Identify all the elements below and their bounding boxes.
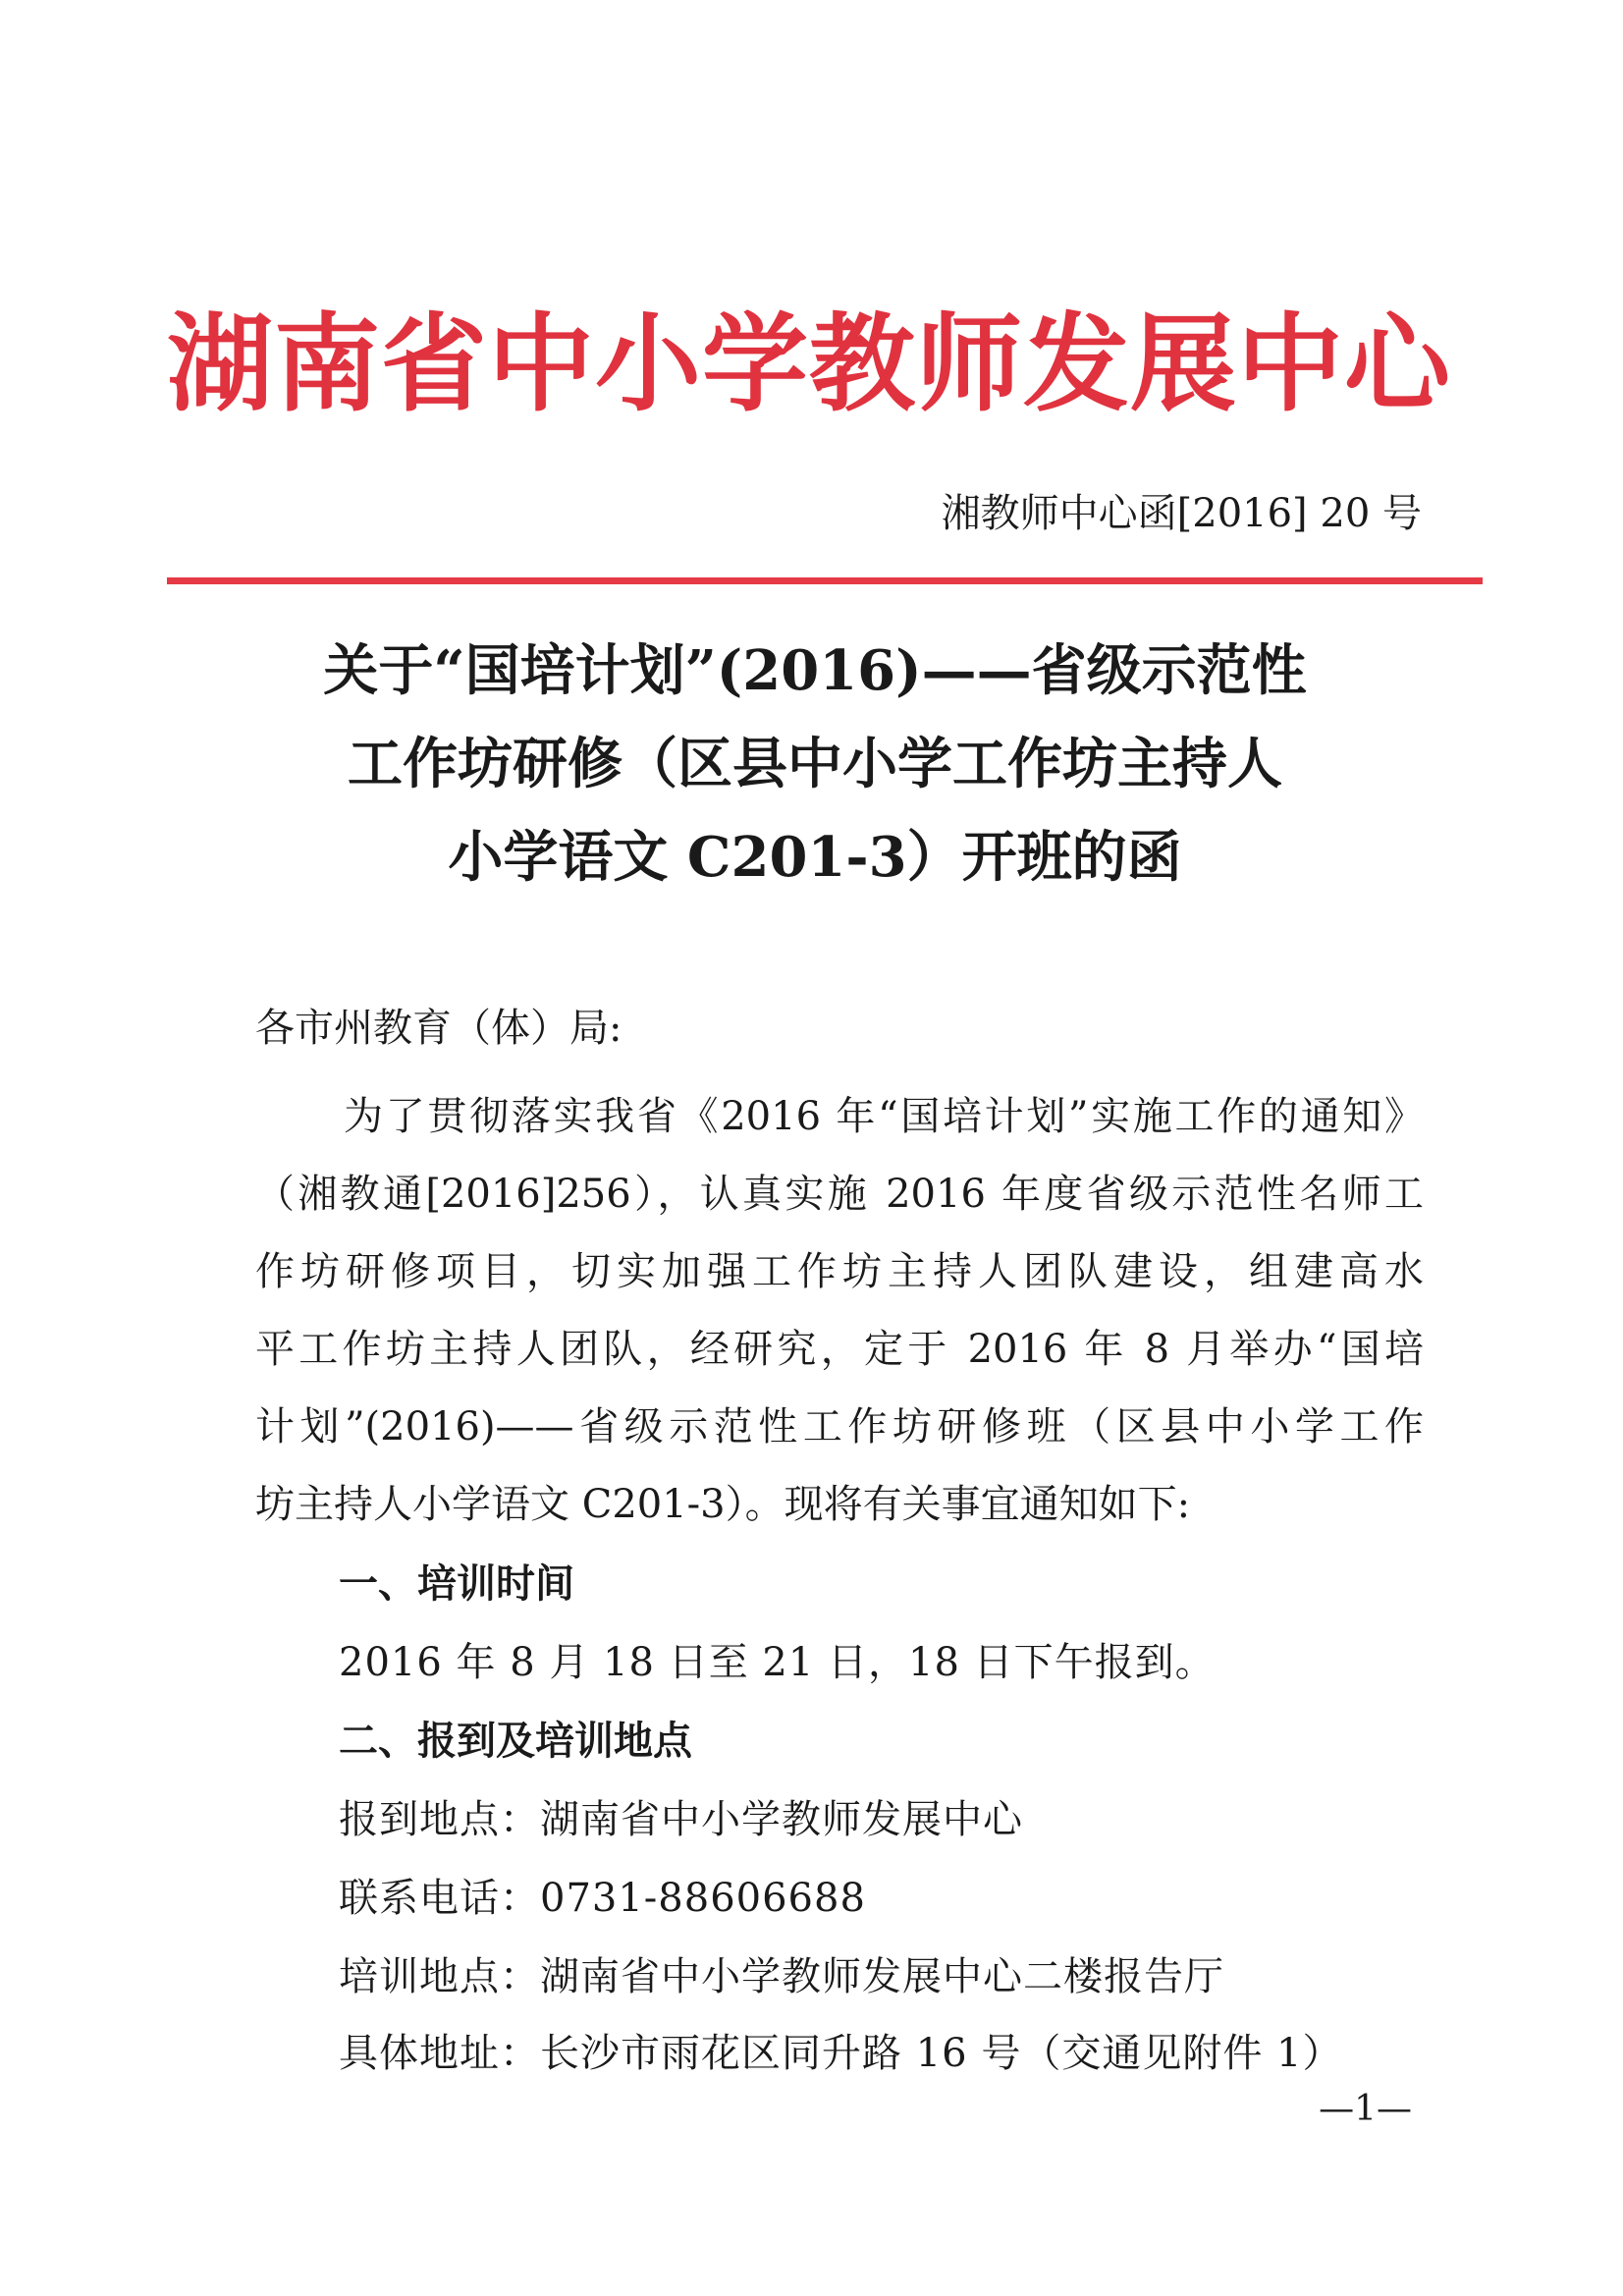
organization-header: 湖南省中小学教师发展中心 xyxy=(167,303,1452,426)
title-line: 小学语文 C201-3）开班的函 xyxy=(448,825,1182,890)
report-place: 报到地点：湖南省中小学教师发展中心 xyxy=(339,1797,1023,1842)
title-line: 关于“国培计划”(2016)——省级示范性 xyxy=(323,638,1307,703)
paragraph-line: （湘教通[2016]256），认真实施 2016 年度省级示范性名师工 xyxy=(255,1172,1424,1217)
red-divider-line xyxy=(167,577,1483,584)
document-number: 湘教师中心函[2016] 20 号 xyxy=(941,491,1422,536)
paragraph-line: 平工作坊主持人团队，经研究，定于 2016 年 8 月举办“国培 xyxy=(255,1327,1424,1372)
title-line: 工作坊研修（区县中小学工作坊主持人 xyxy=(348,732,1282,796)
paragraph-line: 作坊研修项目，切实加强工作坊主持人团队建设，组建高水 xyxy=(255,1249,1424,1294)
document-title xyxy=(147,638,1483,923)
page-number: —1— xyxy=(1319,2089,1412,2129)
salutation: 各市州教育（体）局: xyxy=(255,1006,622,1051)
training-time-text: 2016 年 8 月 18 日至 21 日，18 日下午报到。 xyxy=(339,1640,1216,1685)
paragraph-line: 坊主持人小学语文 C201-3）。现将有关事宜通知如下: xyxy=(255,1482,1191,1527)
training-place: 培训地点：湖南省中小学教师发展中心二楼报告厅 xyxy=(339,1954,1224,1999)
contact-phone: 联系电话：0731-88606688 xyxy=(339,1876,866,1921)
section-heading-location: 二、报到及培训地点 xyxy=(339,1718,692,1764)
paragraph-line: 计划”(2016)——省级示范性工作坊研修班（区县中小学工作 xyxy=(255,1404,1424,1449)
specific-address: 具体地址：长沙市雨花区同升路 16 号（交通见附件 1） xyxy=(339,2031,1343,2076)
intro-paragraph xyxy=(255,1085,1424,1551)
paragraph-line: 为了贯彻落实我省《2016 年“国培计划”实施工作的通知》 xyxy=(344,1094,1424,1139)
section-heading-training-time: 一、培训时间 xyxy=(339,1560,574,1607)
